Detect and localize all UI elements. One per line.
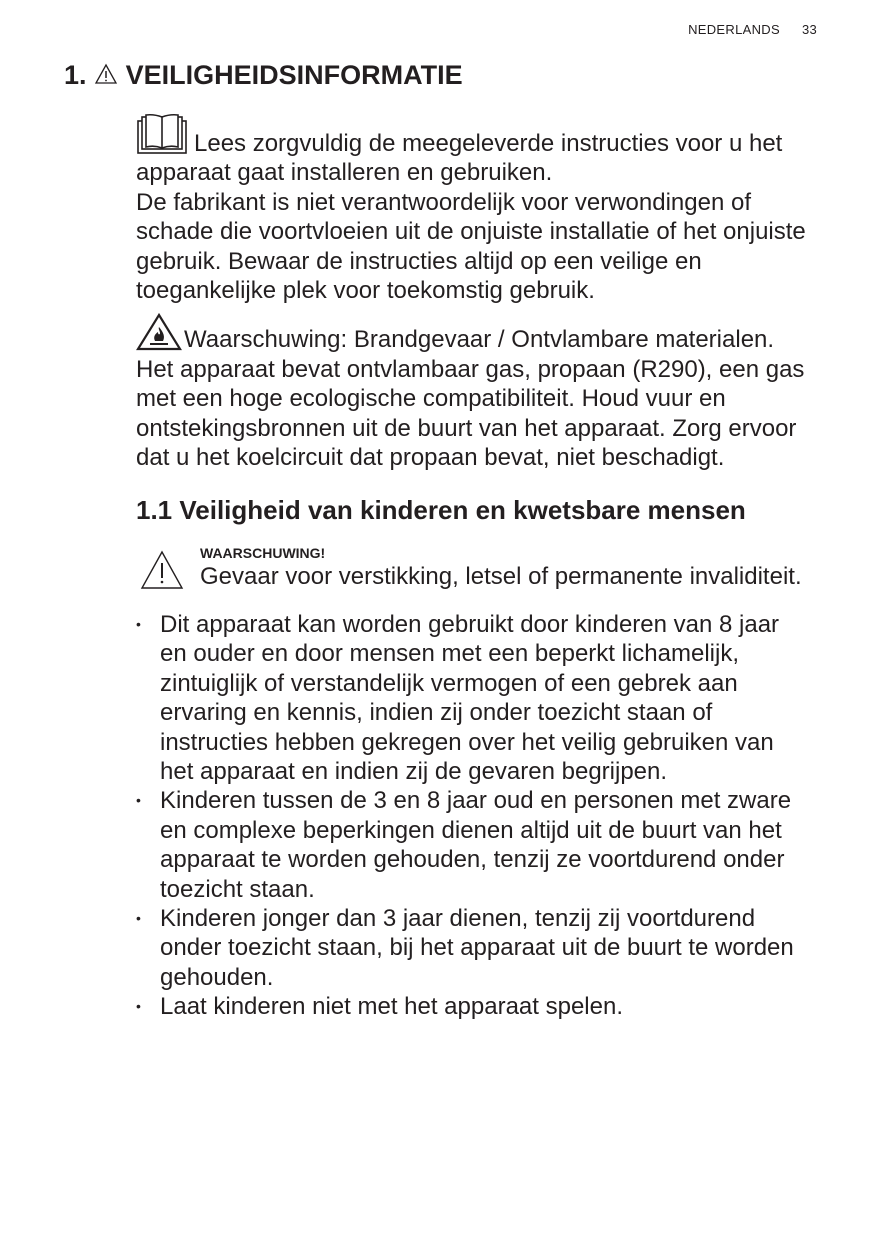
fire-warning: Waarschuwing: Brandgevaar / Ontvlambare materialen. xyxy=(136,313,812,354)
safety-bullet-list xyxy=(136,610,812,1022)
list-item: • Kinderen tussen de 3 en 8 jaar oud en personen met zware en complexe beperkingen dienen altijd uit de buurt van het apparaat te worden gehouden, tenzij ze voortdurend onder toezicht staan. xyxy=(136,787,792,903)
read-instructions: Lees zorgvuldig de meegeleverde instructies voor u het apparaat gaat installeren en gebruiken. xyxy=(136,113,812,188)
page-header xyxy=(666,22,817,37)
section-heading xyxy=(64,60,463,91)
section-number: 1. xyxy=(64,60,87,90)
list-item: • Laat kinderen niet met het apparaat spelen. xyxy=(136,993,623,1021)
warning-triangle-icon xyxy=(94,63,118,85)
page-number: 33 xyxy=(801,22,817,37)
warning-label: WAARSCHUWING! xyxy=(200,545,326,562)
list-item: • Dit apparaat kan worden gebruikt door kinderen van 8 jaar en ouder en door mensen met een beperkt lichamelijk, zintuiglijk of verstandelijk vermogen of een gebrek aan ervaring en kennis, indien zij onder toezicht staan of instructies hebben gekregen over het veilig gebruiken van het apparaat en indien zij de gevaren begrijpen. xyxy=(136,610,780,785)
liability-paragraph: De fabrikant is niet verantwoordelijk voor verwondingen of schade die voortvloeien uit de onjuiste installatie of het onjuiste gebruik. Bewaar de instructies altijd op een veilige en toegankelijke plek voor toekomstig gebruik. xyxy=(136,188,806,305)
section-title: VEILIGHEIDSINFORMATIE xyxy=(125,60,463,90)
subsection-heading: 1.1 Veiligheid van kinderen en kwetsbare mensen xyxy=(136,495,746,526)
warning-text: Gevaar voor verstikking, letsel of permanente invaliditeit. xyxy=(200,563,802,591)
warning-box xyxy=(136,544,812,591)
list-item: • Kinderen jonger dan 3 jaar dienen, tenzij zij voortdurend onder toezicht staan, bij het apparaat uit de buurt te worden gehouden. xyxy=(136,904,794,991)
intro-block xyxy=(136,113,812,1022)
manual-book-icon xyxy=(136,113,188,155)
language-label: NEDERLANDS xyxy=(688,22,780,37)
flammable-warning-icon xyxy=(136,313,182,351)
fire-paragraph: Het apparaat bevat ontvlambaar gas, propaan (R290), een gas met een hoge ecologische compatibiliteit. Houd vuur en ontstekingsbronnen uit de buurt van het apparaat. Zorg ervoor dat u het koelcircuit dat propaan bevat, niet beschadigt. xyxy=(136,355,805,472)
warning-triangle-icon xyxy=(140,550,184,590)
